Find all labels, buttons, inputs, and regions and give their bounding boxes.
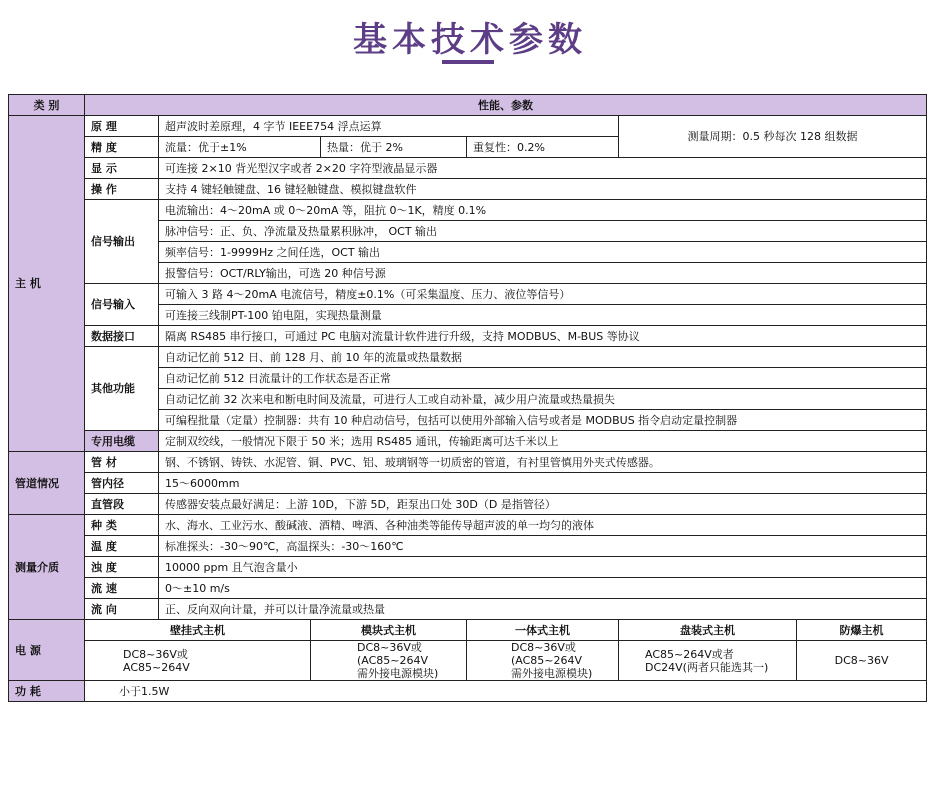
other-functions-row: 自动记忆前 512 日、前 128 月、前 10 年的流量或热量数据 bbox=[159, 347, 927, 368]
turbidity-value: 10000 ppm 且气泡含量小 bbox=[159, 557, 927, 578]
measure-period: 测量周期：0.5 秒每次 128 组数据 bbox=[619, 116, 927, 158]
table-row bbox=[9, 200, 927, 221]
power-type-name: 模块式主机 bbox=[311, 620, 467, 641]
table-row bbox=[9, 431, 927, 452]
row-label-direction: 流 向 bbox=[85, 599, 159, 620]
header-category: 类 别 bbox=[9, 95, 85, 116]
power-spec-line: AC85~264V bbox=[123, 660, 190, 674]
table-row bbox=[9, 452, 927, 473]
precision-repeat: 重复性：0.2% bbox=[467, 137, 619, 158]
table-row bbox=[9, 326, 927, 347]
power-type-name: 一体式主机 bbox=[467, 620, 619, 641]
power-spec-line: 需外接电源模块) bbox=[357, 667, 439, 680]
category-pipe: 管道情况 bbox=[9, 452, 85, 515]
power-spec-line: DC8~36V bbox=[834, 654, 889, 667]
table-row bbox=[9, 158, 927, 179]
power-spec-line: (AC85~264V bbox=[357, 654, 429, 667]
power-spec-line: AC85~264V或者 bbox=[645, 647, 734, 661]
row-label-display: 显 示 bbox=[85, 158, 159, 179]
other-functions-row: 自动记忆前 32 次来电和断电时间及流量，可进行人工或自动补量，减少用户流量或热量损失 bbox=[159, 389, 927, 410]
page-title: 基本技术参数 bbox=[353, 20, 587, 60]
header-performance: 性能、参数 bbox=[85, 95, 927, 116]
other-functions-row: 自动记忆前 512 日流量计的工作状态是否正常 bbox=[159, 368, 927, 389]
row-label-pipe-diameter: 管内径 bbox=[85, 473, 159, 494]
category-host: 主 机 bbox=[9, 116, 85, 452]
table-row bbox=[9, 347, 927, 368]
power-spec-line: DC8~36V或 bbox=[511, 641, 576, 654]
signal-output-row: 报警信号：OCT/RLY输出，可选 20 种信号源 bbox=[159, 263, 927, 284]
row-label-signal-output: 信号输出 bbox=[85, 200, 159, 284]
data-interface-value: 隔离 RS485 串行接口，可通过 PC 电脑对流量计软件进行升级，支持 MODBUS、M-BUS 等协议 bbox=[159, 326, 927, 347]
signal-output-row: 频率信号：1-9999Hz 之间任选，OCT 输出 bbox=[159, 242, 927, 263]
power-spec-line: (AC85~264V bbox=[511, 654, 583, 667]
precision-flow: 流量：优于±1% bbox=[159, 137, 321, 158]
category-power: 电 源 bbox=[9, 620, 85, 681]
table-row bbox=[9, 599, 927, 620]
row-label-turbidity: 浊 度 bbox=[85, 557, 159, 578]
table-row bbox=[9, 284, 927, 305]
category-consumption: 功 耗 bbox=[9, 681, 85, 702]
principle-value: 超声波时差原理，4 字节 IEEE754 浮点运算 bbox=[159, 116, 619, 137]
row-label-data-interface: 数据接口 bbox=[85, 326, 159, 347]
temperature-value: 标准探头：-30～90℃，高温探头：-30～160℃ bbox=[159, 536, 927, 557]
velocity-value: 0～±10 m/s bbox=[159, 578, 927, 599]
power-type-spec bbox=[619, 641, 797, 681]
spec-table bbox=[8, 94, 927, 702]
power-spec-line: DC24V(两者只能选其一) bbox=[645, 660, 769, 674]
row-label-other-functions: 其他功能 bbox=[85, 347, 159, 431]
power-type-spec bbox=[85, 641, 311, 681]
row-label-temperature: 温 度 bbox=[85, 536, 159, 557]
table-row bbox=[9, 557, 927, 578]
power-type-name: 防爆主机 bbox=[797, 620, 927, 641]
power-spec-line: DC8~36V或 bbox=[123, 647, 188, 661]
operation-value: 支持 4 键轻触键盘、16 键轻触键盘、模拟键盘软件 bbox=[159, 179, 927, 200]
row-label-pipe-material: 管 材 bbox=[85, 452, 159, 473]
power-type-spec bbox=[797, 641, 927, 681]
power-spec-line: 需外接电源模块) bbox=[511, 667, 593, 680]
power-spec-line: DC8~36V或 bbox=[357, 641, 422, 654]
table-row bbox=[9, 179, 927, 200]
row-label-straight-pipe: 直管段 bbox=[85, 494, 159, 515]
row-label-medium-kind: 种 类 bbox=[85, 515, 159, 536]
pipe-material-value: 钢、不锈钢、铸铁、水泥管、铜、PVC、铝、玻璃钢等一切质密的管道，有衬里管慎用外夹式传感器。 bbox=[159, 452, 927, 473]
row-label-precision: 精 度 bbox=[85, 137, 159, 158]
consumption-value: 小于1.5W bbox=[85, 681, 927, 702]
row-label-velocity: 流 速 bbox=[85, 578, 159, 599]
row-label-signal-input: 信号输入 bbox=[85, 284, 159, 326]
display-value: 可连接 2×10 背光型汉字或者 2×20 字符型液晶显示器 bbox=[159, 158, 927, 179]
category-medium: 测量介质 bbox=[9, 515, 85, 620]
signal-input-row: 可连接三线制PT-100 铂电阻，实现热量测量 bbox=[159, 305, 927, 326]
signal-input-row: 可输入 3 路 4～20mA 电流信号，精度±0.1%（可采集温度、压力、液位等信号） bbox=[159, 284, 927, 305]
row-label-operation: 操 作 bbox=[85, 179, 159, 200]
power-type-name: 盘装式主机 bbox=[619, 620, 797, 641]
category-cable: 专用电缆 bbox=[85, 431, 159, 452]
other-functions-row: 可编程批量（定量）控制器：共有 10 种启动信号，包括可以使用外部输入信号或者是 MODBUS 指令启动定量控制器 bbox=[159, 410, 927, 431]
table-row bbox=[9, 620, 927, 641]
cable-value: 定制双绞线，一般情况下限于 50 米；选用 RS485 通讯，传输距离可达千米以上 bbox=[159, 431, 927, 452]
table-row bbox=[9, 515, 927, 536]
power-type-name: 壁挂式主机 bbox=[85, 620, 311, 641]
table-row bbox=[9, 578, 927, 599]
direction-value: 正、反向双向计量，并可以计量净流量或热量 bbox=[159, 599, 927, 620]
precision-heat: 热量：优于 2% bbox=[321, 137, 467, 158]
table-row bbox=[9, 681, 927, 702]
row-label-principle: 原 理 bbox=[85, 116, 159, 137]
power-type-spec bbox=[311, 641, 467, 681]
table-row bbox=[9, 473, 927, 494]
straight-pipe-value: 传感器安装点最好满足：上游 10D，下游 5D，距泵出口处 30D（D 是指管径） bbox=[159, 494, 927, 515]
signal-output-row: 脉冲信号：正、负、净流量及热量累积脉冲， OCT 输出 bbox=[159, 221, 927, 242]
table-row bbox=[9, 494, 927, 515]
title-underline bbox=[442, 60, 494, 64]
table-row bbox=[9, 641, 927, 681]
pipe-diameter-value: 15～6000mm bbox=[159, 473, 927, 494]
table-header-row bbox=[9, 95, 927, 116]
table-row bbox=[9, 536, 927, 557]
power-type-spec bbox=[467, 641, 619, 681]
signal-output-row: 电流输出：4～20mA 或 0～20mA 等，阻抗 0～1K，精度 0.1% bbox=[159, 200, 927, 221]
table-row bbox=[9, 116, 927, 137]
medium-kind-value: 水、海水、工业污水、酸碱液、酒精、啤酒、各种油类等能传导超声波的单一均匀的液体 bbox=[159, 515, 927, 536]
